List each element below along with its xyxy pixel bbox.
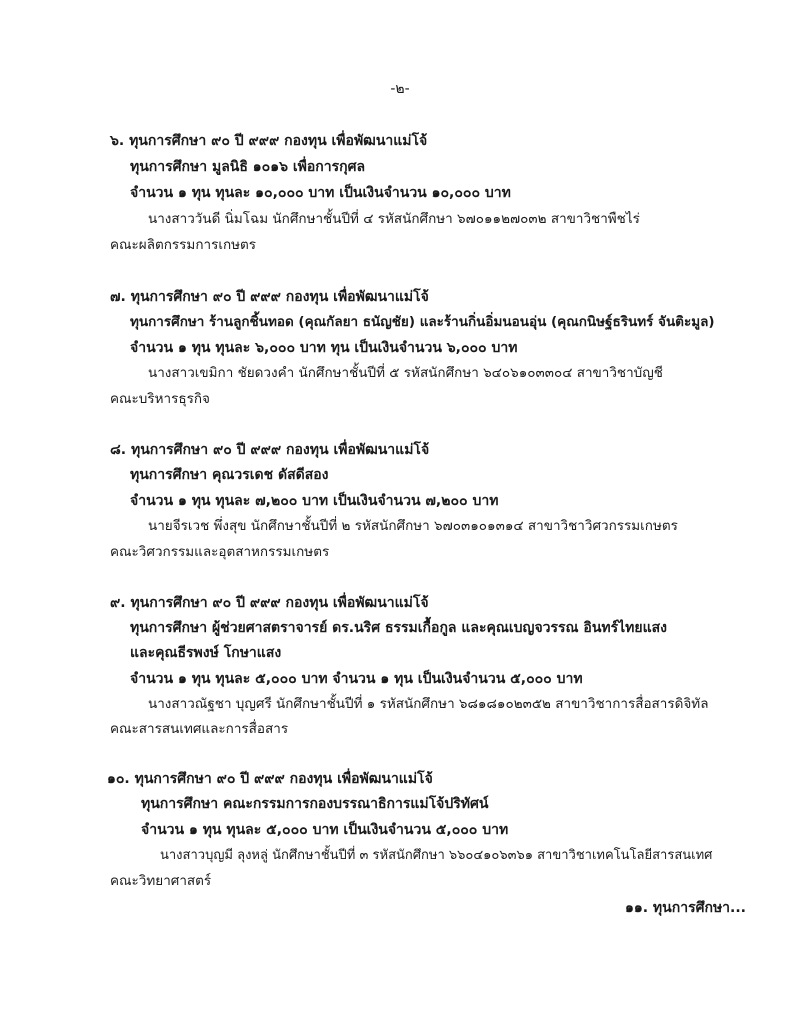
amount-line: จำนวน ๑ ทุน ทุนละ ๗,๒๐๐ บาท เป็นเงินจำนวน ๗,๒๐๐ บาท <box>130 493 499 509</box>
scholarship-heading: ๙. ทุนการศึกษา ๙๐ ปี ๙๙๙ กองทุน เพื่อพัฒนาแม่โจ้ <box>110 595 429 611</box>
faculty-line: คณะผลิตกรรมการเกษตร <box>110 237 257 253</box>
fund-name: ทุนการศึกษา ร้านลูกชิ้นทอด (คุณกัลยา ธนัญชัย) และร้านกิ่นอิ่มนอนอุ่น (คุณกนิษฐ์ธรินทร์ จันติะมูล) <box>130 314 715 330</box>
student-line: นายจีรเวช พึ่งสุข นักศึกษาชั้นปีที่ ๒ รหัสนักศึกษา ๖๗๐๓๑๐๑๓๑๔ สาขาวิชาวิศวกรรมเกษตร <box>148 518 678 534</box>
page-number: -๒- <box>390 81 410 97</box>
scholarship-heading: ๖. ทุนการศึกษา ๙๐ ปี ๙๙๙ กองทุน เพื่อพัฒนาแม่โจ้ <box>110 133 428 149</box>
fund-name: ทุนการศึกษา คุณวรเดช ดัสดีสอง <box>130 467 329 483</box>
faculty-line: คณะวิศวกรรมและอุตสาหกรรมเกษตร <box>110 544 330 560</box>
scholarship-heading: ๗. ทุนการศึกษา ๙๐ ปี ๙๙๙ กองทุน เพื่อพัฒนาแม่โจ้ <box>110 289 429 305</box>
scholarship-heading: ๑๐. ทุนการศึกษา ๙๐ ปี ๙๙๙ กองทุน เพื่อพัฒนาแม่โจ้ <box>107 771 433 787</box>
scholarship-heading: ๘. ทุนการศึกษา ๙๐ ปี ๙๙๙ กองทุน เพื่อพัฒนาแม่โจ้ <box>110 442 430 458</box>
amount-line: จำนวน ๑ ทุน ทุนละ ๕,๐๐๐ บาท เป็นเงินจำนวน ๕,๐๐๐ บาท <box>141 822 509 838</box>
continuation-text: ๑๑. ทุนการศึกษา... <box>624 900 746 916</box>
fund-name-continued: และคุณธีรพงษ์ โกษาแสง <box>130 645 282 661</box>
amount-line: จำนวน ๑ ทุน ทุนละ ๕,๐๐๐ บาท จำนวน ๑ ทุน เป็นเงินจำนวน ๕,๐๐๐ บาท <box>130 671 583 687</box>
student-line: นางสาวณัฐชา บุญศรี นักศึกษาชั้นปีที่ ๑ รหัสนักศึกษา ๖๘๑๘๑๐๒๓๕๒ สาขาวิชาการสื่อสารดิจิทัล <box>148 696 709 712</box>
fund-name: ทุนการศึกษา คณะกรรมการกองบรรณาธิการแม่โจ้ปริทัศน์ <box>141 796 489 812</box>
student-line: นางสาวเขมิกา ชัยดวงคำ นักศึกษาชั้นปีที่ ๕ รหัสนักศึกษา ๖๔๐๖๑๐๓๓๐๔ สาขาวิชาบัญชี <box>148 365 663 381</box>
faculty-line: คณะวิทยาศาสตร์ <box>110 873 212 889</box>
faculty-line: คณะสารสนเทศและการสื่อสาร <box>110 721 289 737</box>
student-line: นางสาวบุญมี ลุงหลู่ นักศึกษาชั้นปีที่ ๓ รหัสนักศึกษา ๖๖๐๔๑๐๖๓๖๑ สาขาวิชาเทคโนโลยีสารสนเทศ <box>160 848 713 863</box>
amount-line: จำนวน ๑ ทุน ทุนละ ๖,๐๐๐ บาท ทุน เป็นเงินจำนวน ๖,๐๐๐ บาท <box>130 340 518 356</box>
amount-line: จำนวน ๑ ทุน ทุนละ ๑๐,๐๐๐ บาท เป็นเงินจำนวน ๑๐,๐๐๐ บาท <box>130 185 511 201</box>
fund-name: ทุนการศึกษา ผู้ช่วยศาสตราจารย์ ดร.นริศ ธรรมเกื้อกูล และคุณเบญจวรรณ อินทร์ไทยแสง <box>130 620 668 636</box>
student-line: นางสาววันดี นิ่มโฉม นักศึกษาชั้นปีที่ ๔ รหัสนักศึกษา ๖๗๐๑๑๒๗๐๓๒ สาขาวิชาพืชไร่ <box>148 211 640 227</box>
fund-name: ทุนการศึกษา มูลนิธิ ๑๐๑๖ เพื่อการกุศล <box>130 159 366 175</box>
faculty-line: คณะบริหารธุรกิจ <box>110 391 210 407</box>
